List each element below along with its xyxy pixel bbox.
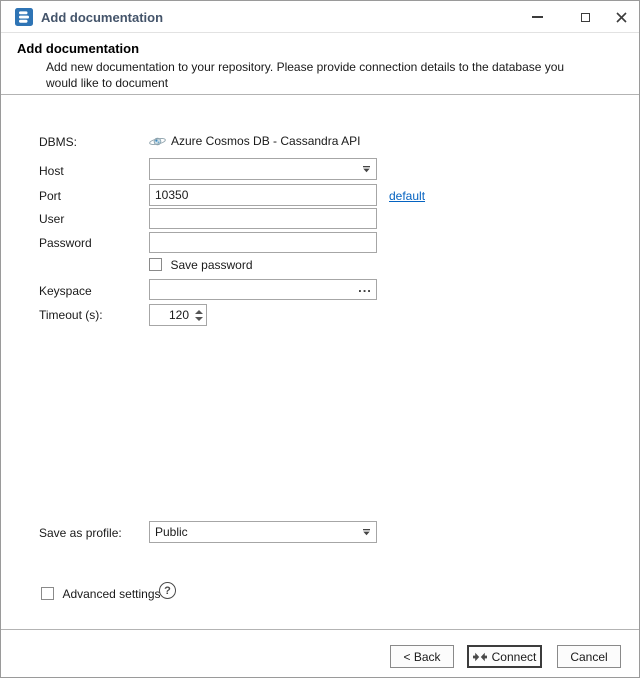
user-input[interactable] bbox=[149, 208, 377, 229]
profile-combobox[interactable] bbox=[149, 521, 377, 543]
cancel-button-label: Cancel bbox=[570, 649, 608, 664]
default-port-link[interactable]: default bbox=[389, 189, 426, 203]
close-button[interactable] bbox=[607, 5, 635, 29]
timeout-spin-buttons[interactable] bbox=[192, 305, 206, 325]
keyspace-field[interactable] bbox=[149, 279, 377, 300]
connect-icon bbox=[473, 652, 487, 662]
spin-up-icon[interactable] bbox=[195, 310, 203, 314]
dbms-value bbox=[149, 134, 360, 148]
port-label: Port bbox=[39, 189, 62, 203]
connect-button[interactable] bbox=[467, 645, 542, 668]
keyspace-input[interactable] bbox=[150, 280, 354, 299]
window-title: Add documentation bbox=[41, 10, 164, 25]
minimize-button[interactable] bbox=[523, 5, 551, 29]
azure-cosmos-db-icon bbox=[149, 135, 166, 148]
save-password-label: Save password bbox=[170, 257, 253, 272]
save-password-checkbox[interactable] bbox=[149, 258, 162, 271]
page-title: Add documentation bbox=[17, 41, 140, 56]
chevron-down-icon bbox=[362, 529, 371, 536]
timeout-input[interactable] bbox=[150, 305, 192, 325]
timeout-label: Timeout (s): bbox=[39, 308, 103, 322]
advanced-settings-label: Advanced settings bbox=[62, 586, 161, 601]
header-divider bbox=[1, 94, 640, 95]
password-input[interactable] bbox=[149, 232, 377, 253]
cancel-button[interactable] bbox=[557, 645, 621, 668]
save-password-checkbox-row bbox=[149, 256, 253, 274]
back-button[interactable] bbox=[390, 645, 454, 668]
host-dropdown-button[interactable] bbox=[356, 159, 376, 179]
minimize-icon bbox=[532, 16, 543, 18]
footer-divider bbox=[1, 629, 640, 630]
profile-dropdown-button[interactable] bbox=[356, 522, 376, 542]
back-button-label: < Back bbox=[403, 649, 441, 664]
keyspace-browse-button[interactable]: ... bbox=[358, 279, 372, 295]
user-label: User bbox=[39, 212, 65, 226]
advanced-settings-row bbox=[41, 585, 161, 603]
host-combobox[interactable] bbox=[149, 158, 377, 180]
close-icon bbox=[616, 12, 627, 23]
maximize-button[interactable] bbox=[571, 5, 599, 29]
timeout-spinner[interactable] bbox=[149, 304, 207, 326]
dbms-label: DBMS: bbox=[39, 135, 78, 149]
titlebar bbox=[1, 1, 639, 33]
keyspace-label: Keyspace bbox=[39, 284, 92, 298]
dataedo-logo-icon bbox=[15, 8, 33, 26]
connect-button-label: Connect bbox=[491, 649, 537, 664]
spin-down-icon[interactable] bbox=[195, 317, 203, 321]
profile-label: Save as profile: bbox=[39, 526, 122, 540]
host-input[interactable] bbox=[150, 159, 356, 179]
host-label: Host bbox=[39, 164, 64, 178]
profile-input[interactable] bbox=[150, 522, 356, 542]
page-description: Add new documentation to your repository. Please provide connection details to the database you would like to document bbox=[46, 60, 565, 90]
port-input[interactable] bbox=[149, 184, 377, 206]
maximize-icon bbox=[581, 13, 590, 22]
chevron-down-icon bbox=[362, 166, 371, 173]
dbms-value-text: Azure Cosmos DB - Cassandra API bbox=[171, 134, 361, 148]
advanced-settings-checkbox[interactable] bbox=[41, 587, 54, 600]
password-label: Password bbox=[39, 236, 92, 250]
help-icon[interactable]: ? bbox=[159, 582, 176, 599]
